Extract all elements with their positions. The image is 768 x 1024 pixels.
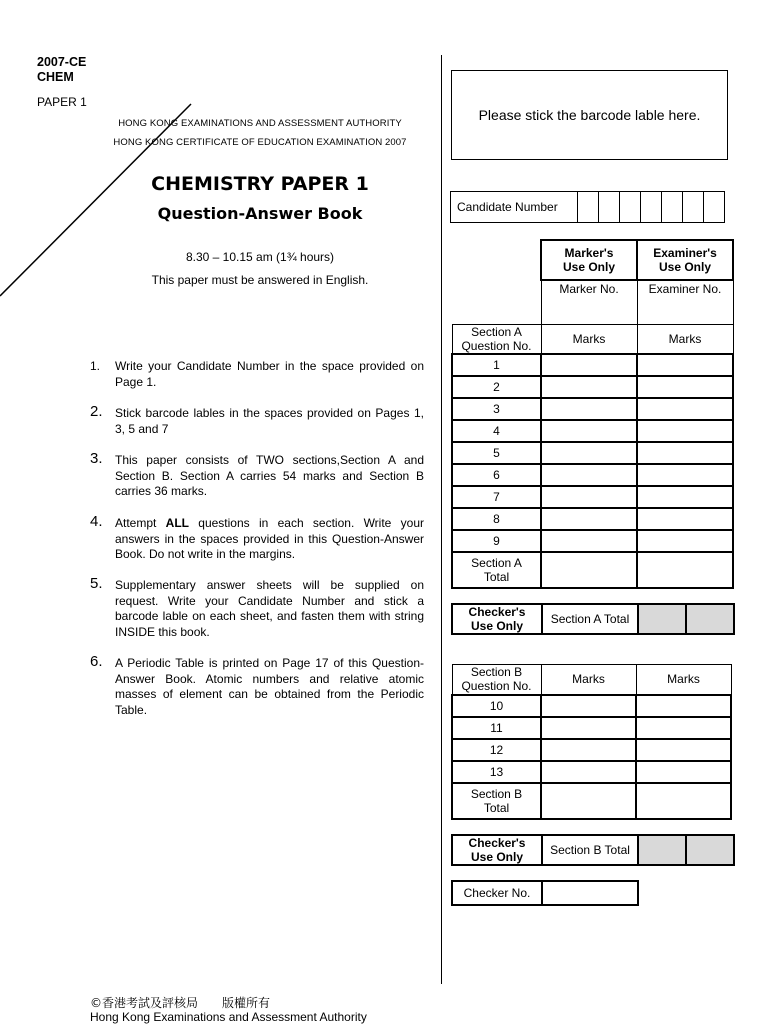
table-row: 10: [452, 695, 731, 717]
marker-examiner-table: [451, 239, 734, 589]
table-row: 2: [452, 376, 733, 398]
checker-use-label: Checker's Use Only: [452, 604, 542, 634]
exam-code: [37, 55, 86, 85]
copyright-english: Hong Kong Examinations and Assessment Authority: [90, 1010, 367, 1024]
section-a-header: Section A Question No.: [452, 324, 541, 354]
table-row: 7: [452, 486, 733, 508]
table-row: 5: [452, 442, 733, 464]
candidate-digit-box[interactable]: [641, 192, 662, 223]
instruction-number: 4.: [90, 513, 103, 530]
instruction-text: A Periodic Table is printed on Page 17 of this Question-Answer Book. Atomic numbers and relative atomic masses of element can be obtained from the Periodic Table.: [115, 656, 424, 717]
instruction-text: Supplementary answer sheets will be supplied on request. Write your Candidate Number and stick a barcode lable on each sheet, and fasten them with string INSIDE this book.: [115, 578, 424, 639]
instruction-text: Stick barcode lables in the spaces provided on Pages 1, 3, 5 and 7: [115, 406, 424, 436]
table-row: 9: [452, 530, 733, 552]
candidate-digit-box[interactable]: [620, 192, 641, 223]
section-a-total-label: Section A Total: [452, 552, 541, 588]
table-row: 13: [452, 761, 731, 783]
table-row: 4: [452, 420, 733, 442]
instruction-item: [90, 450, 424, 500]
marks-header: Marks: [637, 324, 733, 354]
table-row: 12: [452, 739, 731, 761]
candidate-digit-box[interactable]: [704, 192, 725, 223]
candidate-digit-box[interactable]: [662, 192, 683, 223]
marks-header: Marks: [636, 665, 731, 695]
barcode-box[interactable]: Please stick the barcode lable here.: [451, 70, 728, 160]
candidate-digit-box[interactable]: [683, 192, 704, 223]
instruction-item: [90, 575, 424, 640]
instruction-text: Write your Candidate Number in the space provided on Page 1.: [115, 359, 424, 389]
certificate-name: HONG KONG CERTIFICATE OF EDUCATION EXAMINATION 2007: [113, 137, 407, 148]
marker-no-cell[interactable]: Marker No.: [541, 280, 637, 324]
marks-header: Marks: [541, 324, 637, 354]
table-row: 3: [452, 398, 733, 420]
exam-time: 8.30 – 10.15 am (1¾ hours): [185, 250, 335, 264]
checker-use-label: Checker's Use Only: [452, 835, 542, 865]
marks-header: Marks: [541, 665, 636, 695]
candidate-digit-box[interactable]: [578, 192, 599, 223]
section-a-total-row: [452, 552, 733, 588]
language-note: This paper must be answered in English.: [151, 273, 369, 287]
instruction-number: 6.: [90, 653, 103, 670]
examiner-use-header: Examiner's Use Only: [637, 240, 733, 280]
instruction-item: [90, 513, 424, 563]
page-subtitle: Question-Answer Book: [157, 204, 363, 223]
instruction-number: 1.: [90, 359, 101, 373]
marker-use-header: Marker's Use Only: [541, 240, 637, 280]
exam-code-year: 2007-CE: [37, 55, 87, 69]
candidate-number-label: Candidate Number: [451, 192, 578, 223]
authority-name: HONG KONG EXAMINATIONS AND ASSESSMENT AUTHORITY: [118, 118, 402, 129]
column-divider: [441, 55, 442, 984]
instruction-number: 3.: [90, 450, 103, 467]
examiner-no-cell[interactable]: Examiner No.: [637, 280, 733, 324]
checker-section-b-total-label: Section B Total: [542, 835, 638, 865]
section-b-total-row: [452, 783, 731, 819]
checker-no-label: Checker No.: [452, 881, 542, 905]
instruction-item: [90, 359, 424, 390]
candidate-digit-box[interactable]: [599, 192, 620, 223]
copyright-chinese: ©香港考試及評核局 版權所有: [90, 996, 271, 1010]
paper-label: PAPER 1: [37, 95, 87, 109]
checker-no-field[interactable]: [542, 881, 638, 905]
table-row: 1: [452, 354, 733, 376]
checker-b-table: [451, 834, 735, 866]
section-b-header: Section B Question No.: [452, 665, 541, 695]
checker-a-table: [451, 603, 735, 635]
table-row: 11: [452, 717, 731, 739]
instruction-text: This paper consists of TWO sections,Section A and Section B. Section A carries 54 marks and Section B carries 36 marks.: [115, 453, 424, 498]
instruction-item: [90, 653, 424, 718]
instruction-number: 2.: [90, 403, 103, 420]
exam-code-subject: CHEM: [37, 70, 74, 84]
checker-no-table: [451, 880, 639, 906]
instruction-text: Attempt ALL questions in each section. Write your answers in the spaces provided in this Question-Answer Book. Do not write in the margins.: [115, 516, 424, 561]
section-b-total-label: Section B Total: [452, 783, 541, 819]
table-row: 8: [452, 508, 733, 530]
candidate-number-table: [450, 191, 725, 223]
instruction-number: 5.: [90, 575, 103, 592]
page-title: CHEMISTRY PAPER 1: [151, 173, 369, 195]
instruction-item: [90, 403, 424, 437]
section-b-table: [451, 664, 732, 820]
table-row: 6: [452, 464, 733, 486]
diagonal-line: [0, 100, 200, 300]
checker-section-a-total-label: Section A Total: [542, 604, 638, 634]
